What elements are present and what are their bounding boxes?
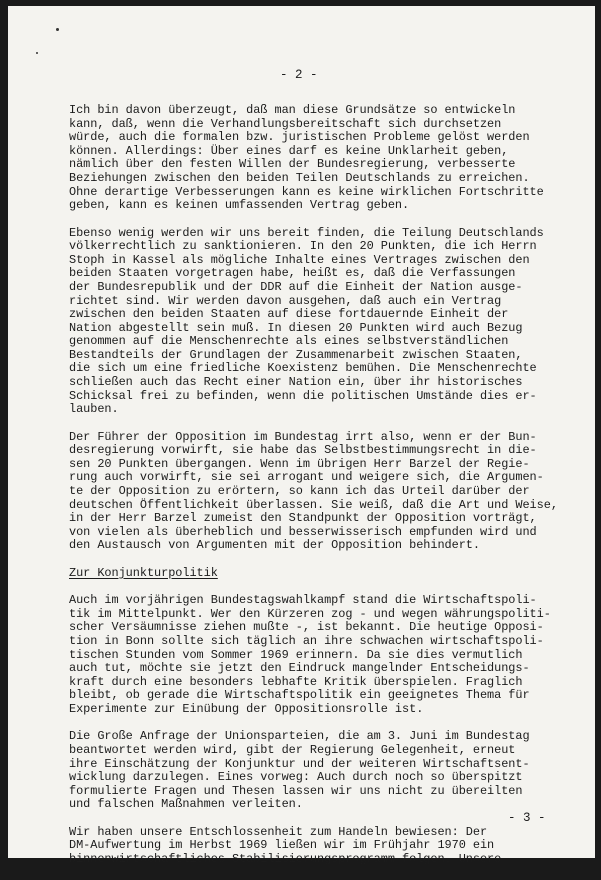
text-line: scher Versäumnisse ziehen mußte -, ist bekannt. Die heutige Opposi- [69, 620, 544, 635]
text-line: desregierung vorwirft, sie habe das Selbstbestimmungsrecht in die- [69, 443, 537, 458]
text-line: sen 20 Punkten übergangen. Wenn im übrigen Herr Barzel der Regie- [69, 456, 530, 471]
text-line: deutschen Öffentlichkeit überlassen. Sie weiß, daß die Art und Weise, [69, 497, 558, 512]
text-line: Beziehungen zwischen den beiden Teilen Deutschlands zu erreichen. [69, 170, 530, 185]
text-line: von vielen als überheblich und besserwisserisch empfunden wird und [69, 524, 537, 539]
text-line: zwischen den beiden Staaten auf diese fortdauernde Einheit der [69, 307, 509, 322]
paragraph [69, 104, 589, 213]
text-line: Der Führer der Opposition im Bundestag irrt also, wenn er der Bun- [69, 429, 537, 444]
text-line: tischen Stunden vom Sommer 1969 erinnern. Da sie dies vermutlich [69, 647, 523, 662]
text-line: schließen auch das Recht einer Nation ein, über ihr historisches [69, 375, 523, 390]
text-line: Ohne derartige Verbesserungen kann es keine wirklichen Fortschritte [69, 184, 544, 199]
text-line: und falschen Maßnahmen verleiten. [69, 797, 303, 812]
text-line: DM-Aufwertung im Herbst 1969 ließen wir im Frühjahr 1970 ein [69, 838, 495, 853]
text-line: kann, daß, wenn die Verhandlungsbereitschaft sich durchsetzen [69, 116, 502, 131]
paragraph [69, 431, 589, 553]
text-line: tion in Bonn sollte sich täglich an ihre schwachen wirtschaftspoli- [69, 633, 544, 648]
text-line: Ich bin davon überzeugt, daß man diese Grundsätze so entwickeln [69, 103, 516, 117]
text-line: nämlich über den festen Willen der Bundesregierung, verbesserte [69, 157, 516, 172]
text-line: auch tut, möchte sie jetzt den Eindruck mangelnder Entscheidungs- [69, 661, 530, 676]
document-body [69, 104, 589, 880]
continuation-marker: - 3 - [508, 811, 546, 825]
text-line: Stoph in Kassel als mögliche Inhalte eines Vertrages zwischen den [69, 252, 530, 267]
text-line: te der Opposition zu erörtern, so kann ich das Urteil darüber der [69, 484, 530, 499]
paragraph [69, 227, 589, 417]
paragraph [69, 730, 589, 812]
text-line: die sich um eine friedliche Koexistenz bemühen. Die Menschenrechte [69, 361, 537, 376]
document-page [8, 6, 595, 866]
paragraph [69, 594, 589, 716]
text-line: lauben. [69, 402, 119, 417]
paragraphs-block-2 [69, 594, 589, 866]
text-line: würde, auch die formalen bzw. juristischen Probleme gelöst werden [69, 130, 530, 145]
text-line: tik im Mittelpunkt. Wer den Kürzeren zog - und wegen währungspoliti- [69, 606, 551, 621]
text-line: binnenwirtschaftliches Stabilisierungsprogramm folgen. Unsere [69, 851, 502, 866]
text-line: beiden Staaten vorgetragen habe, heißt es, daß die Verfassungen [69, 266, 516, 281]
text-line: Auch im vorjährigen Bundestagswahlkampf stand die Wirtschaftspoli- [69, 593, 537, 608]
text-line: völkerrechtlich zu sanktionieren. In den 20 Punkten, die ich Herrn [69, 239, 537, 254]
scan-speck [36, 52, 38, 54]
text-line: rung auch vorwirft, sie sei arrogant und weigere sich, die Argumen- [69, 470, 544, 485]
text-line: Ebenso wenig werden wir uns bereit finden, die Teilung Deutschlands [69, 225, 544, 240]
paragraphs-block-1 [69, 104, 589, 553]
text-line: Nation abgestellt sein muß. In diesen 20 Punkten wird auch Bezug [69, 320, 523, 335]
text-line: den Austausch von Argumenten mit der Opposition behindert. [69, 538, 480, 553]
text-line: Experimente zur Einübung der Oppositionsrolle ist. [69, 701, 424, 716]
text-line: bleibt, ob gerade die Wirtschaftspolitik ein geeignetes Thema für [69, 688, 530, 703]
text-line: ihre Einschätzung der Konjunktur und der weiteren Wirtschaftsent- [69, 756, 530, 771]
page-number: - 2 - [280, 68, 318, 82]
section-heading-text: Zur Konjunkturpolitik [69, 565, 218, 580]
text-line: genommen auf die Menschenrechte als eines selbstverständlichen [69, 334, 509, 349]
text-line: Wir haben unsere Entschlossenheit zum Handeln bewiesen: Der [69, 824, 488, 839]
text-line: können. Allerdings: Über eines darf es keine Unklarheit geben, [69, 143, 509, 158]
text-line: formulierte Fragen und Thesen lassen wir uns nicht zu übereilten [69, 783, 523, 798]
text-line: in der Herr Barzel zumeist den Standpunkt der Opposition vorträgt, [69, 511, 537, 526]
paragraph [69, 826, 589, 867]
text-line: Schicksal frei zu befinden, wenn die politischen Umstände dies er- [69, 388, 537, 403]
text-line: wicklung darzulegen. Eines vorweg: Auch durch noch so überspitzt [69, 770, 523, 785]
text-line: der Bundesrepublik und der DDR auf die Einheit der Nation ausge- [69, 279, 523, 294]
text-line: Bestandteils der Grundlagen der Zusammenarbeit zwischen Staaten, [69, 347, 523, 362]
text-line: beantwortet werden wird, gibt der Regierung Gelegenheit, erneut [69, 742, 516, 757]
text-line: Die Große Anfrage der Unionsparteien, die am 3. Juni im Bundestag [69, 729, 530, 744]
text-line: richtet sind. Wir werden davon ausgehen, daß auch ein Vertrag [69, 293, 502, 308]
section-heading [69, 567, 589, 581]
scan-speck [56, 28, 59, 31]
text-line: geben, kann es keinen umfassenden Vertrag geben. [69, 198, 410, 213]
text-line: kraft durch eine besonders lebhafte Kritik überspielen. Fraglich [69, 674, 523, 689]
